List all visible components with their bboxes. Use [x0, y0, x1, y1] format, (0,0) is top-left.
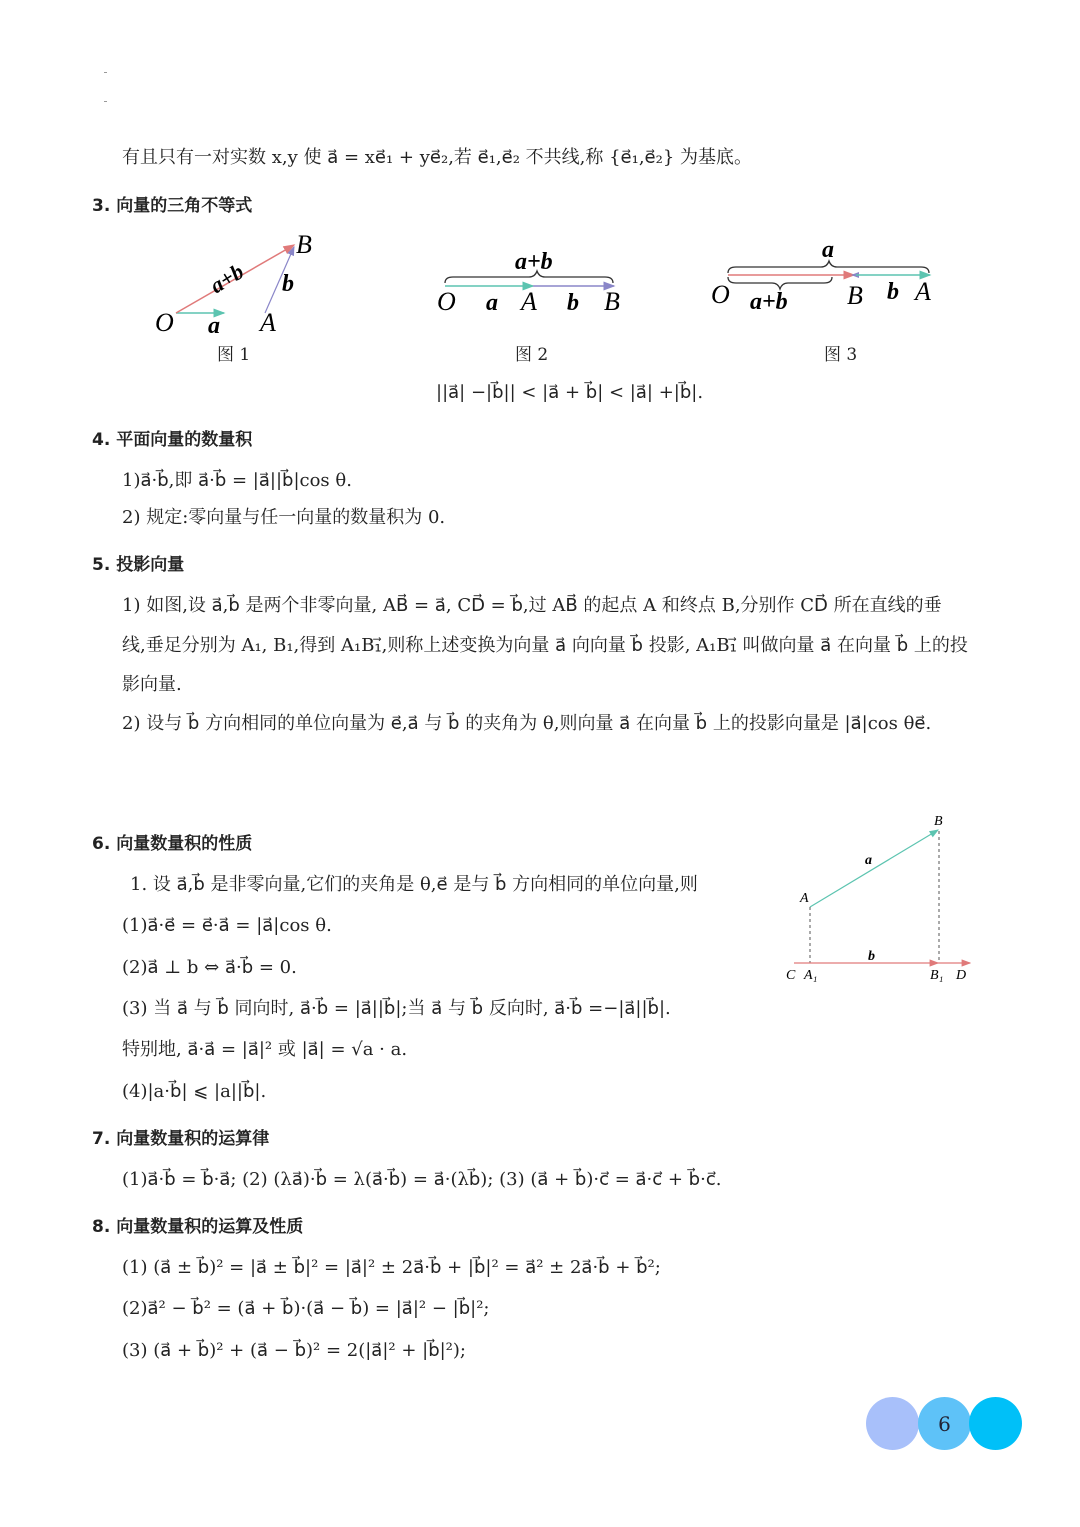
- label-a-plus-b: a+b: [205, 258, 248, 299]
- label-A1: A₁: [804, 968, 818, 983]
- label-O: O: [711, 280, 730, 309]
- page-circle-left: [866, 1397, 919, 1450]
- heading-3: 3. 向量的三角不等式: [92, 196, 253, 216]
- projection-text-4: 2) 设与 b⃗ 方向相同的单位向量为 e⃗,a⃗ 与 b⃗ 的夹角为 θ,则向量 a⃗ 在向量 b⃗ 上的投影向量是 |a⃗|cos θe⃗.: [122, 713, 932, 734]
- label-D: D: [956, 968, 967, 983]
- property-3: (3) 当 a⃗ 与 b⃗ 同向时, a⃗·b⃗ = |a⃗||b⃗|;当 a⃗ 与 b⃗ 反向时, a⃗·b⃗ =−|a⃗||b⃗|.: [122, 998, 671, 1019]
- figure-1-caption: 图 1: [217, 345, 251, 365]
- label-O: O: [155, 308, 174, 337]
- label-B1: B₁: [930, 968, 944, 983]
- label-a-plus-b: a+b: [515, 249, 553, 275]
- label-B: B: [296, 230, 312, 259]
- label-A: A: [521, 287, 537, 316]
- label-A: A: [915, 277, 931, 306]
- property-intro: 1. 设 a⃗,b⃗ 是非零向量,它们的夹角是 θ,e⃗ 是与 b⃗ 方向相同的单位向量,则: [130, 874, 698, 895]
- projection-figure: [770, 805, 1030, 995]
- figure-2: [437, 249, 620, 316]
- projection-text-3: 影向量.: [122, 674, 182, 695]
- property-4: (4)|a·b⃗| ⩽ |a||b⃗|.: [122, 1081, 267, 1102]
- page-number: 6: [918, 1397, 971, 1450]
- figure-1: [155, 230, 312, 339]
- label-B: B: [934, 814, 943, 829]
- label-C: C: [786, 968, 796, 983]
- label-a: a: [208, 313, 220, 339]
- scan-dot: [104, 72, 107, 73]
- formula-3: (3) (a⃗ + b⃗)² + (a⃗ − b⃗)² = 2(|a⃗|² + |b⃗|²);: [122, 1340, 466, 1361]
- label-b: b: [868, 949, 875, 964]
- label-a: a: [865, 853, 872, 868]
- label-a: a: [822, 237, 834, 263]
- basis-text: 有且只有一对实数 x,y 使 a⃗ = xe⃗₁ + ye⃗₂,若 e⃗₁,e⃗₂ 不共线,称 {e⃗₁,e⃗₂} 为基底。: [122, 147, 753, 168]
- label-B: B: [847, 281, 863, 310]
- scan-dot: [104, 101, 107, 102]
- page-circle-right: [969, 1397, 1022, 1450]
- label-a-plus-b: a+b: [750, 289, 788, 315]
- triangle-inequality-figures: [0, 225, 1080, 345]
- dot-product-definition: 1)a⃗·b⃗,即 a⃗·b⃗ = |a⃗||b⃗|cos θ.: [122, 470, 352, 491]
- property-special: 特别地, a⃗·a⃗ = |a⃗|² 或 |a⃗| = √a · a.: [122, 1039, 408, 1060]
- heading-8: 8. 向量数量积的运算及性质: [92, 1217, 304, 1237]
- figure-2-caption: 图 2: [515, 345, 549, 365]
- heading-4: 4. 平面向量的数量积: [92, 430, 253, 450]
- operation-laws: (1)a⃗·b⃗ = b⃗·a⃗; (2) (λa⃗)·b⃗ = λ(a⃗·b⃗) = a⃗·(λb⃗); (3) (a⃗ + b⃗)·c⃗ = a⃗·c⃗ + b⃗·c⃗.: [122, 1169, 722, 1190]
- figure-3-caption: 图 3: [824, 345, 858, 365]
- heading-7: 7. 向量数量积的运算律: [92, 1129, 270, 1149]
- heading-5: 5. 投影向量: [92, 555, 185, 575]
- label-b: b: [282, 271, 294, 297]
- label-A: A: [800, 891, 809, 906]
- label-b: b: [887, 279, 899, 305]
- label-O: O: [437, 287, 456, 316]
- projection-text-1: 1) 如图,设 a⃗,b⃗ 是两个非零向量, AB⃗ = a⃗, CD⃗ = b⃗,过 AB⃗ 的起点 A 和终点 B,分别作 CD⃗ 所在直线的垂: [122, 595, 942, 616]
- property-2: (2)a⃗ ⊥ b ⇔ a⃗·b⃗ = 0.: [122, 957, 297, 978]
- property-1: (1)a⃗·e⃗ = e⃗·a⃗ = |a⃗|cos θ.: [122, 915, 332, 936]
- zero-vector-rule: 2) 规定:零向量与任一向量的数量积为 0.: [122, 507, 446, 528]
- formula-2: (2)a⃗² − b⃗² = (a⃗ + b⃗)·(a⃗ − b⃗) = |a⃗|² − |b⃗|²;: [122, 1298, 490, 1319]
- heading-6: 6. 向量数量积的性质: [92, 834, 253, 854]
- label-A: A: [260, 308, 276, 337]
- label-b: b: [567, 290, 579, 316]
- figure-3: [711, 237, 931, 315]
- triangle-inequality: ||a⃗| −|b⃗|| < |a⃗ + b⃗| < |a⃗| +|b⃗|.: [436, 382, 704, 403]
- projection-text-2: 线,垂足分别为 A₁, B₁,得到 A₁B₁⃗,则称上述变换为向量 a⃗ 向向量 b⃗ 投影, A₁B₁⃗ 叫做向量 a⃗ 在向量 b⃗ 上的投: [122, 635, 968, 656]
- formula-1: (1) (a⃗ ± b⃗)² = |a⃗ ± b⃗|² = |a⃗|² ± 2a⃗·b⃗ + |b⃗|² = a⃗² ± 2a⃗·b⃗ + b⃗²;: [122, 1257, 661, 1278]
- label-a: a: [486, 290, 498, 316]
- label-B: B: [604, 287, 620, 316]
